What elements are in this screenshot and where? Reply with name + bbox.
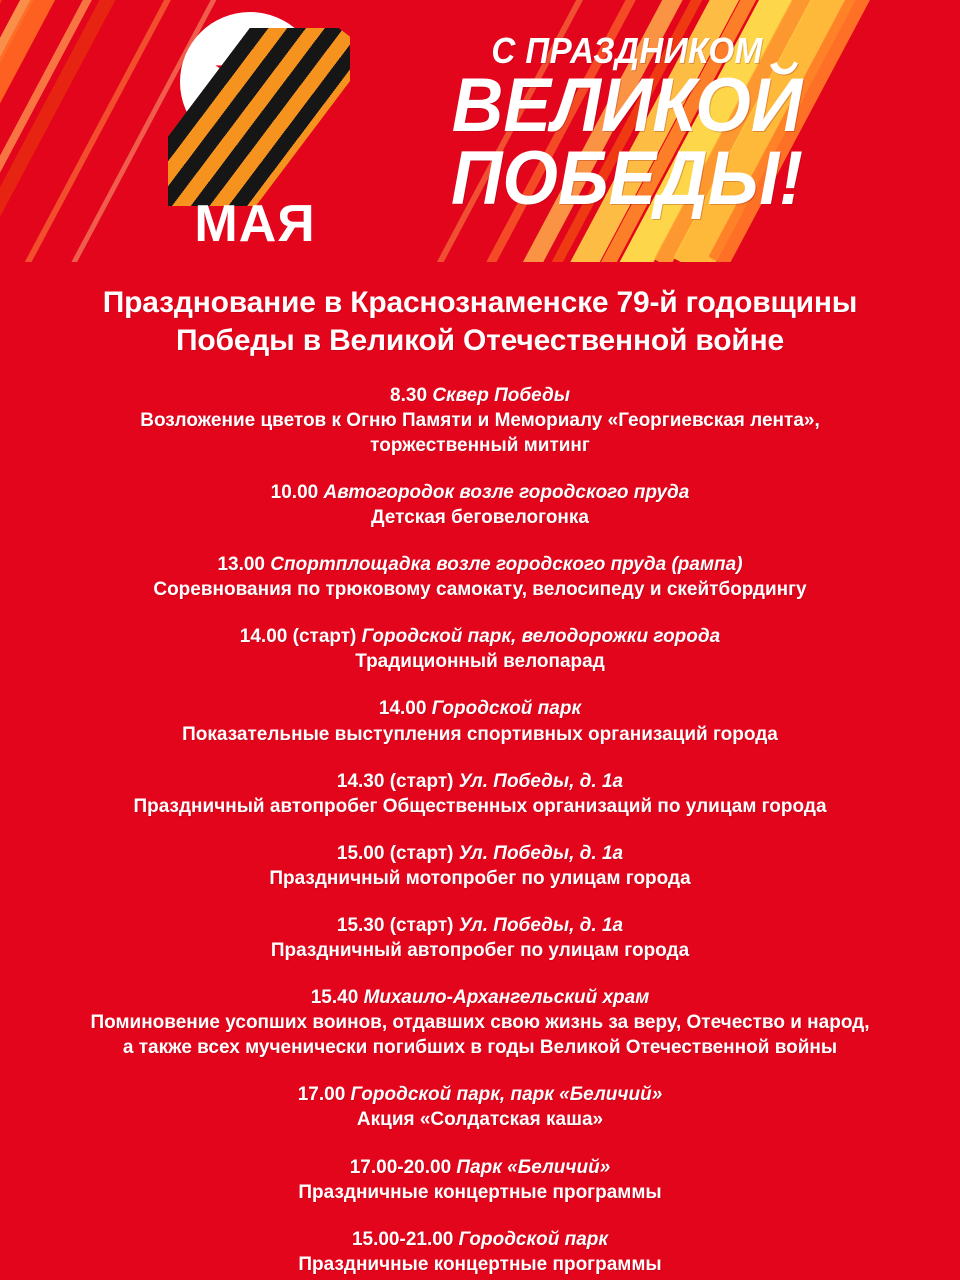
event-place: Городской парк: [458, 1228, 609, 1250]
event-header: [30, 841, 930, 866]
event-header: [30, 1155, 930, 1180]
event-time: 17.00-20.00: [349, 1156, 452, 1178]
page-title: [0, 284, 960, 361]
headline-line-2: ВЕЛИКОЙ: [451, 62, 803, 148]
event-description-line: Поминовение усопших воинов, отдавших свою жизнь за веру, Отечество и народ,: [90, 1012, 870, 1034]
event-description: [30, 1252, 930, 1277]
event-time: 14.00: [239, 626, 288, 648]
headline-line-3: ПОБЕДЫ!: [450, 136, 804, 222]
headline: [392, 30, 862, 222]
event-description-line: Показательные выступления спортивных организаций города: [182, 723, 778, 745]
event-header: [30, 1227, 930, 1252]
event-time: 15.30: [336, 914, 385, 936]
event-description-line: Возложение цветов к Огню Памяти и Мемориалу «Георгиевская лента»,: [140, 409, 820, 431]
event-place: Ул. Победы, д. 1а: [458, 914, 624, 936]
event-description: [30, 938, 930, 963]
event-item: [0, 769, 960, 819]
event-place: Спортплощадка возле городского пруда (рампа): [270, 554, 743, 576]
event-header: [30, 1082, 930, 1107]
event-qualifier: (старт): [389, 842, 454, 864]
event-item: [0, 480, 960, 530]
event-description: [30, 1107, 930, 1132]
event-item: [0, 552, 960, 602]
event-time: 13.00: [217, 554, 265, 576]
event-item: [0, 1082, 960, 1132]
event-description: [30, 1010, 930, 1060]
event-place: Михаило-Архангельский храм: [363, 987, 650, 1009]
event-place: Городской парк, велодорожки города: [361, 626, 721, 648]
logo-month-label: МАЯ: [194, 195, 316, 253]
event-description: [30, 649, 930, 674]
event-time: 15.00: [336, 842, 385, 864]
page-title-line-2: Победы в Великой Отечественной войне: [176, 324, 784, 358]
event-item: [0, 624, 960, 674]
event-header: [30, 769, 930, 794]
headline-line-1: С ПРАЗДНИКОМ: [491, 30, 763, 71]
event-description-line: Праздничные концертные программы: [298, 1253, 662, 1275]
event-item: [0, 383, 960, 458]
event-time: 15.40: [310, 987, 359, 1009]
event-description: [30, 408, 930, 458]
st-george-ribbon-icon: [168, 28, 350, 206]
event-item: [0, 1155, 960, 1205]
event-description-line: Акция «Солдатская каша»: [356, 1109, 604, 1131]
event-qualifier: (старт): [389, 770, 454, 792]
events-list: [0, 383, 960, 1277]
event-description-line: Детская беговелогонка: [371, 507, 589, 529]
event-description-line: Праздничные концертные программы: [298, 1181, 662, 1203]
nine-may-logo: [160, 8, 350, 260]
event-description: [30, 1180, 930, 1205]
event-description: [30, 866, 930, 891]
event-description-line: Праздничный мотопробег по улицам города: [269, 867, 691, 889]
event-item: [0, 841, 960, 891]
event-header: [30, 913, 930, 938]
page-title-line-1: Празднование в Краснознаменске 79-й годовщины: [102, 286, 858, 319]
event-header: [30, 696, 930, 721]
event-time: 10.00: [270, 482, 319, 504]
event-place: Ул. Победы, д. 1а: [458, 770, 624, 792]
event-place: Ул. Победы, д. 1а: [458, 842, 624, 864]
event-description-line: а также всех мученически погибших в годы Великой Отечественной войны: [122, 1037, 838, 1059]
event-header: [30, 985, 930, 1010]
poster-body: [0, 262, 960, 1277]
event-header: [30, 383, 930, 408]
header-banner: [0, 0, 960, 262]
event-header: [30, 624, 930, 649]
event-qualifier: (старт): [292, 626, 357, 648]
event-description-line: торжественный митинг: [370, 434, 590, 456]
event-description: [30, 794, 930, 819]
event-time: 15.00-21.00: [351, 1228, 454, 1250]
event-header: [30, 552, 930, 577]
event-time: 14.30: [336, 770, 385, 792]
event-place: Городской парк: [431, 698, 582, 720]
event-place: Парк «Беличий»: [456, 1156, 611, 1178]
event-description-line: Праздничный автопробег по улицам города: [270, 940, 690, 962]
event-description: [30, 577, 930, 602]
event-time: 14.00: [378, 698, 427, 720]
event-place: Сквер Победы: [432, 384, 570, 406]
event-time: 17.00: [297, 1084, 346, 1106]
event-place: Городской парк, парк «Беличий»: [350, 1084, 663, 1106]
event-item: [0, 1227, 960, 1277]
event-description-line: Праздничный автопробег Общественных организаций по улицам города: [133, 795, 827, 817]
event-description: [30, 722, 930, 747]
event-header: [30, 480, 930, 505]
event-item: [0, 696, 960, 746]
event-description-line: Традиционный велопарад: [355, 651, 605, 673]
event-description-line: Соревнования по трюковому самокату, велосипеду и скейтбордингу: [153, 579, 807, 601]
event-qualifier: (старт): [389, 914, 454, 936]
event-time: 8.30: [390, 384, 428, 406]
event-item: [0, 985, 960, 1060]
event-item: [0, 913, 960, 963]
event-description: [30, 505, 930, 530]
event-place: Автогородок возле городского пруда: [323, 482, 690, 504]
